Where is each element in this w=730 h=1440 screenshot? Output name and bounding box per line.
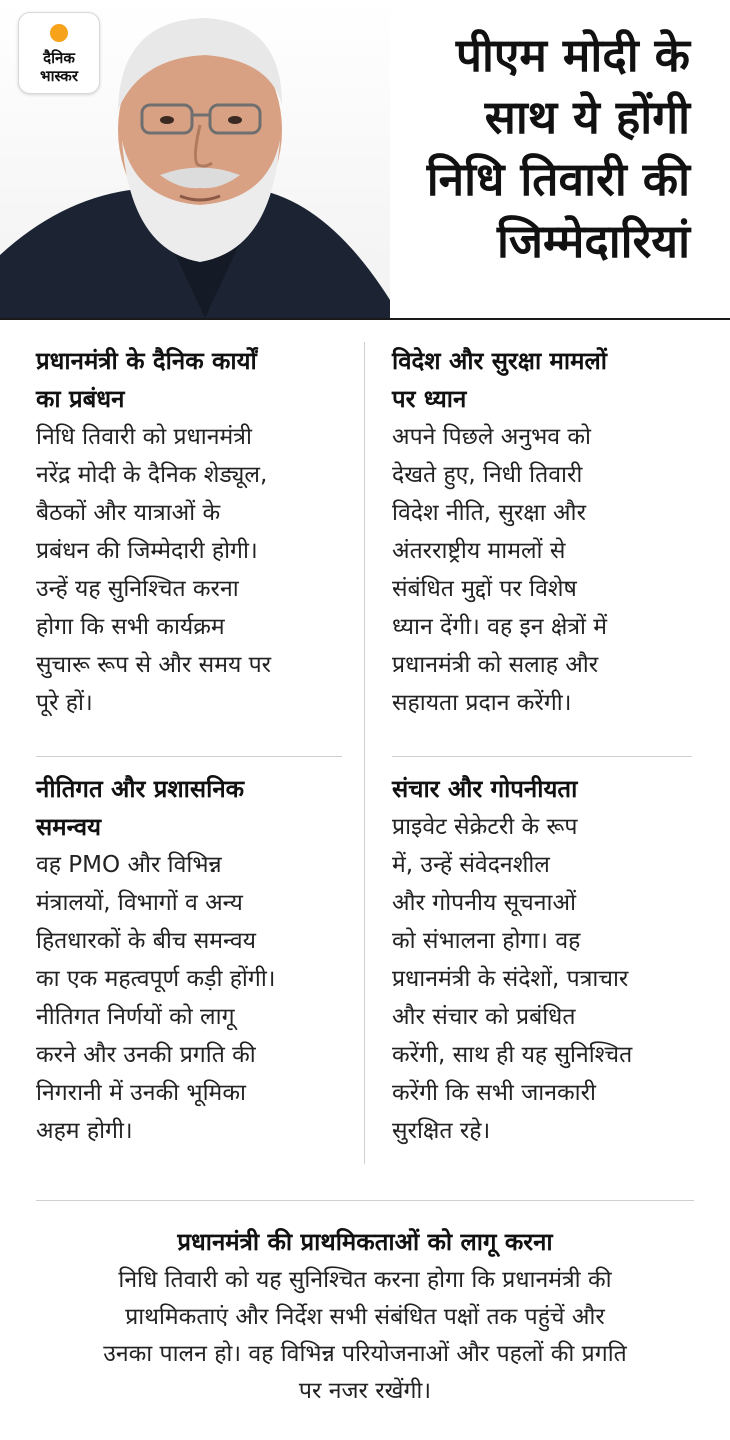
section-title: विदेश और सुरक्षा मामलों पर ध्यान (392, 347, 607, 413)
infographic-header (0, 0, 730, 318)
section-body: अपने पिछले अनुभव को देखते हुए, निधी तिवारी विदेश नीति, सुरक्षा और अंतरराष्ट्रीय मामलों से संबंधित मुद्दों पर विशेष ध्यान देंगी। वह इन क्षेत्रों में प्रधानमंत्री को सलाह और सहायता प्रदान करेंगी। (392, 424, 608, 716)
section-body: वह PMO और विभिन्न मंत्रालयों, विभागों व अन्य हितधारकों के बीच समन्वय का एक महत्वपूर्ण कड़ी होंगी। नीतिगत निर्णयों को लागू करने और उनकी प्रगति की निगरानी में उनकी भूमिका अहम होगी। (36, 852, 276, 1144)
header-divider (0, 318, 730, 320)
dainik-bhaskar-logo (18, 12, 100, 94)
headline-line-4: जिम्मेदारियां (497, 214, 690, 268)
section-body: निधि तिवारी को यह सुनिश्चित करना होगा कि प्रधानमंत्री की प्राथमिकताएं और निर्देश सभी संबंधित पक्षों तक पहुंचें और उनका पालन हो। वह विभिन्न परियोजनाओं और पहलों की प्रगति पर नजर रखेंगी। (103, 1267, 627, 1404)
section-policy-coordination (36, 770, 346, 1150)
section-body: प्राइवेट सेक्रेटरी के रूप में, उन्हें संवेदनशील और गोपनीय सूचनाओं को संभालना होगा। वह प्रधानमंत्री के संदेशों, पत्राचार और संचार को प्रबंधित करेंगी, साथ ही यह सुनिश्चित करेंगी कि सभी जानकारी सुरक्षित रहे। (392, 814, 633, 1144)
bottom-divider (36, 1200, 694, 1201)
section-communication-confidentiality (392, 770, 702, 1150)
section-title: संचार और गोपनीयता (392, 775, 578, 803)
logo-text-line2: भास्कर (40, 67, 78, 85)
section-title: प्रधानमंत्री की प्राथमिकताओं को लागू करना (177, 1228, 553, 1256)
section-body: निधि तिवारी को प्रधानमंत्री नरेंद्र मोदी के दैनिक शेड्यूल, बैठकों और यात्राओं के प्रबंधन की जिम्मेदारी होगी। उन्हें यह सुनिश्चित करना होगा कि सभी कार्यक्रम सुचारू रूप से और समय पर पूरे हों। (36, 424, 272, 716)
headline-line-2: साथ ये होंगी (484, 90, 690, 144)
section-foreign-security-affairs (392, 342, 702, 722)
column-divider (364, 342, 365, 1164)
section-daily-work-management (36, 342, 346, 722)
headline-line-1: पीएम मोदी के (455, 28, 690, 82)
logo-text-line1: दैनिक (43, 49, 75, 67)
logo-sun-icon (50, 24, 68, 42)
logo-graphic (19, 13, 99, 93)
right-row-divider (392, 756, 692, 757)
headline-line-3: निधि तिवारी की (426, 152, 690, 206)
headline (360, 24, 690, 272)
left-row-divider (36, 756, 342, 757)
section-title: प्रधानमंत्री के दैनिक कार्यों का प्रबंधन (36, 347, 257, 413)
section-title: नीतिगत और प्रशासनिक समन्वय (36, 775, 245, 841)
section-pm-priorities (36, 1222, 694, 1410)
